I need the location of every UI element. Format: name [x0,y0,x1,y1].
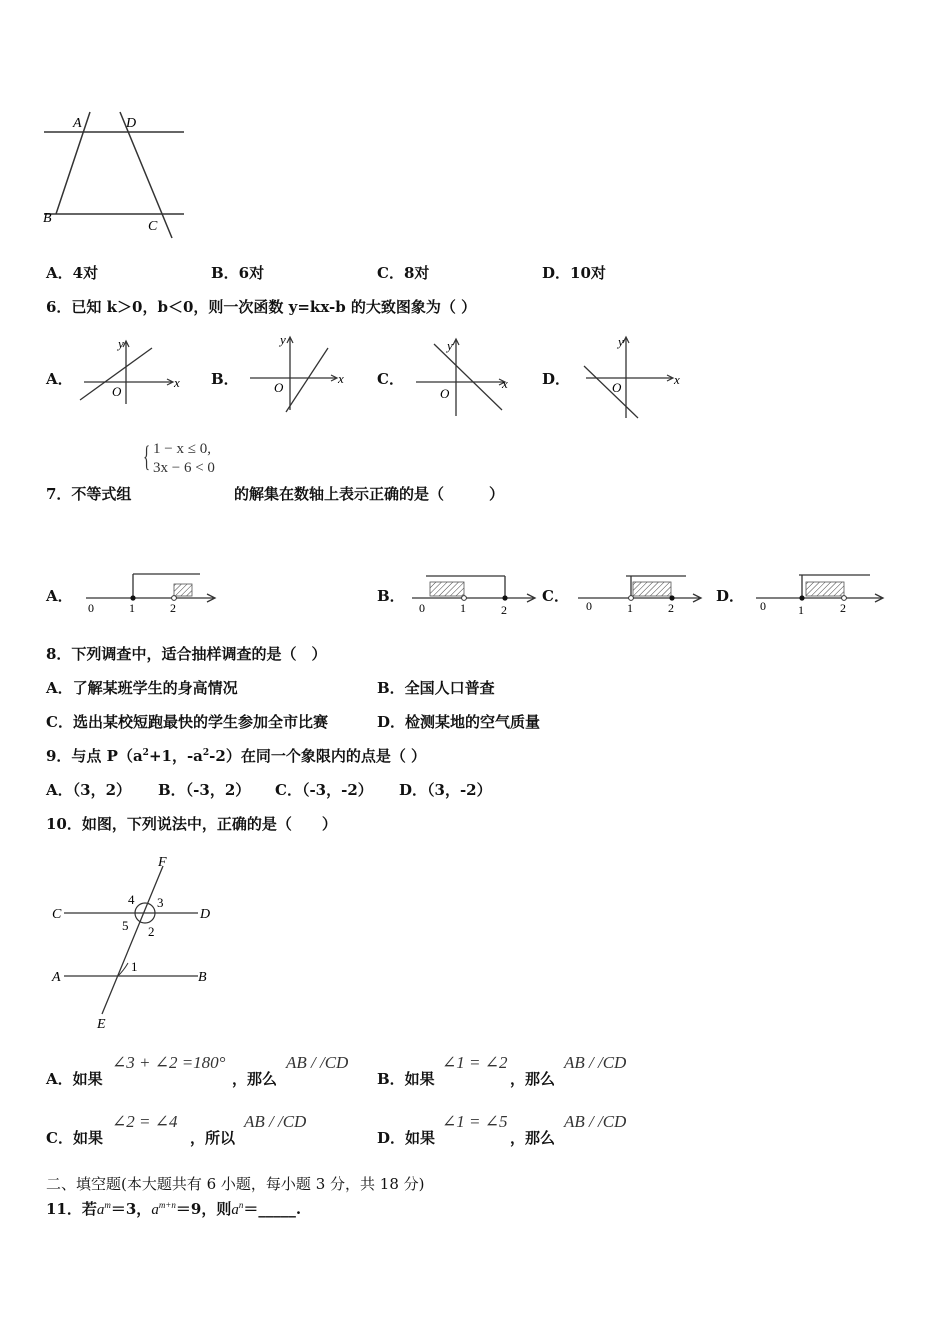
q7-option-d-label: D． [716,587,745,605]
tick-2: 2 [501,603,507,617]
q6-graph-a [78,338,188,408]
q7-option-a-label: A． [46,587,73,605]
q11-exp-1: m [104,1200,111,1210]
label-e: E [97,1017,106,1032]
q11-answer-blank[interactable]: ＝_____. [243,1200,302,1218]
x-axis-label: x [338,371,344,386]
tick-0: 0 [586,599,592,613]
q10-option-a-mid: ，那么 [232,1070,278,1088]
label-c: C [52,907,62,922]
q8-option-b: B．全国人口普查 [377,679,495,697]
q7-numberline-b [410,568,540,618]
origin-label: O [440,386,450,401]
q10-option-b-math: ∠1 = ∠2 [442,1053,508,1072]
q9-option-b: B．（-3，2） [158,781,251,799]
label-d: D [200,907,211,922]
system-line-1: 1 − x ≤ 0, [153,441,211,457]
system-brace: { [143,440,151,473]
q7-numberline-d [754,568,889,620]
q6-option-b-label: B． [211,370,239,388]
origin-label: O [112,384,122,399]
q10-option-d-concl: AB / /CD [564,1112,627,1131]
q10-option-c-math: ∠2 = ∠4 [112,1112,178,1131]
q9-sup-1: 2 [142,748,149,758]
q7-numberline-c [576,568,706,618]
origin-label: O [612,380,622,395]
q10-option-d-math: ∠1 = ∠5 [442,1112,508,1131]
tick-0: 0 [760,599,766,613]
q10-option-b-mid: ，那么 [510,1070,556,1088]
label-b: B [198,970,207,985]
origin-label: O [274,380,284,395]
label-f: F [158,855,167,870]
q9-option-c: C．（-3，-2） [275,781,373,799]
y-axis-label: y [280,332,286,347]
q6-graph-c [414,336,524,416]
q8-option-a: A．了解某班学生的身高情况 [46,679,238,697]
q10-option-a-concl: AB / /CD [286,1053,349,1072]
q11-var-a2: a [151,1202,159,1218]
q7-option-b-label: B． [377,587,405,605]
q10-option-b-concl: AB / /CD [564,1053,627,1072]
label-d: D [126,116,137,131]
q9-stem-pre: 9．与点 P（a [46,747,143,765]
q8-stem: 8．下列调查中，适合抽样调查的是（ ） [46,645,327,663]
q9-sup-2: 2 [202,748,210,758]
label-a: A [52,970,61,985]
q10-option-c-label: C．如果 [46,1129,103,1147]
q10-option-c-mid: ，所以 [190,1129,236,1147]
q5-option-d: D．10对 [542,264,606,282]
tick-1: 1 [460,601,466,615]
q6-graph-b [246,334,356,414]
q6-graph-d [582,334,692,424]
y-axis-label: y [618,334,624,349]
q5-option-b: B．6对 [211,264,265,282]
x-axis-label: x [674,372,680,387]
y-axis-label: y [447,338,453,353]
q10-option-a-label: A．如果 [46,1070,103,1088]
tick-1: 1 [627,601,633,615]
q11-text-1: ＝3， [110,1200,152,1218]
q10-option-c-concl: AB / /CD [244,1112,307,1131]
q7-numberline-a [84,568,219,616]
system-line-2: 3x − 6 < 0 [153,460,215,476]
q10-option-d-mid: ，那么 [510,1129,556,1147]
q7-option-c-label: C． [542,587,569,605]
q10-option-a-math: ∠3 + ∠2 =180° [112,1053,226,1072]
q10-figure [48,852,223,1034]
q6-stem: 6．已知 k＞0，b＜0，则一次函数 y=kx-b 的大致图象为（ ） [46,298,477,316]
angle-label-1: 1 [131,959,138,974]
q5-figure [40,108,190,243]
label-a: A [73,116,82,131]
q11-text-2: ＝9，则 [175,1200,232,1218]
y-axis-label: y [118,336,124,351]
q11-stem [46,1198,301,1219]
tick-2: 2 [668,601,674,615]
angle-label-2: 2 [148,924,155,939]
tick-0: 0 [419,601,425,615]
x-axis-label: x [502,376,508,391]
q6-option-c-label: C． [377,370,404,388]
angle-label-4: 4 [128,892,135,907]
q6-option-d-label: D． [542,370,571,388]
tick-1: 1 [129,601,135,615]
q11-var-a1: a [96,1202,105,1218]
q6-option-a-label: A． [46,370,73,388]
q8-option-c: C．选出某校短跑最快的学生参加全市比赛 [46,713,328,731]
q5-option-c: C．8对 [377,264,430,282]
q9-stem-post: -2）在同一个象限内的点是（ ） [209,747,427,765]
q9-option-d: D．（3，-2） [399,781,492,799]
label-b: B [43,211,52,226]
x-axis-label: x [174,375,180,390]
q11-exp-2: m+n [158,1200,176,1210]
q9-stem-mid: +1，-a [148,747,203,765]
q10-option-d-label: D．如果 [377,1129,436,1147]
q7-stem-after: 的解集在数轴上表示正确的是（ ） [234,485,505,503]
angle-label-5: 5 [122,918,129,933]
q9-option-a: A．（3，2） [46,781,132,799]
q10-stem: 10．如图，下列说法中，正确的是（ ） [46,815,337,833]
q11-pre: 11．若 [46,1200,97,1218]
q11-exp-3: n [238,1200,244,1210]
q5-option-a: A．4对 [46,264,99,282]
tick-0: 0 [88,601,94,615]
tick-1: 1 [798,603,804,617]
q9-stem [46,745,426,766]
q11-var-a3: a [231,1202,239,1218]
tick-2: 2 [170,601,176,615]
section-heading: 二、填空题(本大题共有 6 小题，每小题 3 分，共 18 分) [46,1175,425,1193]
tick-2: 2 [840,601,846,615]
q7-stem-before: 7．不等式组 [46,485,132,503]
label-c: C [148,219,158,234]
q10-option-b-label: B．如果 [377,1070,435,1088]
q8-option-d: D．检测某地的空气质量 [377,713,541,731]
angle-label-3: 3 [157,895,164,910]
